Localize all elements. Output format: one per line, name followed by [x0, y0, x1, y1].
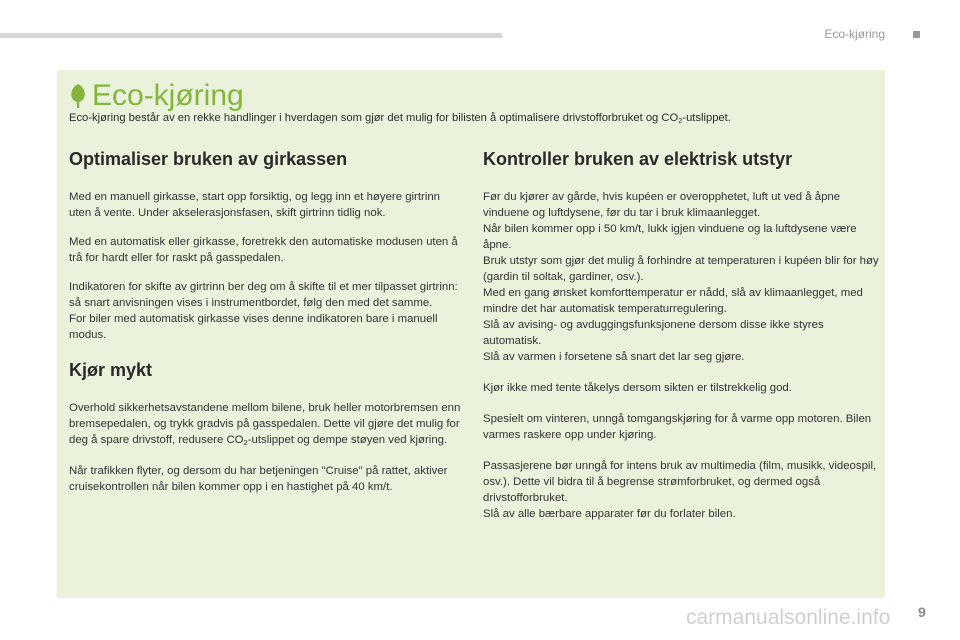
drive-smooth-paragraph-2: Når trafikken flyter, og dersom du har betjeningen "Cruise" på rattet, aktiver cruisekontrollen når bilen kommer opp i en hastighet på 40 km/t. — [69, 465, 448, 493]
section-heading-drive-smooth: Kjør mykt — [69, 360, 153, 380]
gearbox-paragraph-2: Med en automatisk eller girkasse, foretrekk den automatiske modusen uten å trå for hardt eller for raskt på gasspedalen. — [69, 236, 458, 264]
right-column — [483, 148, 879, 522]
intro-text: Eco-kjøring består av en rekke handlinger i hverdagen som gjør det mulig for bilisten å optimalisere drivstofforbruket og $CO_2$-utslippet. — [69, 112, 731, 125]
fog-lights-paragraph: Kjør ikke med tente tåkelys dersom sikten er tilstrekkelig god. — [483, 382, 792, 394]
electrical-line-1: Før du kjører av gårde, hvis kupéen er overopphetet, luft ut ved å åpne vinduene og luftdysene, før du tar i bruk klimaanlegget. — [483, 191, 841, 219]
gearbox-paragraph-3: Indikatoren for skifte av girtrinn ber deg om å skifte til et mer tilpasset girtrinn: så snart anvisningen vises i instrumentbordet, følg den med det samme. — [69, 281, 458, 309]
winter-idle-paragraph: Spesielt om vinteren, unngå tomgangskjøring for å varme opp motoren. Bilen varmes raskere opp under kjøring. — [483, 413, 872, 441]
electrical-line-4: Med en gang ønsket komforttemperatur er nådd, slå av klimaanlegget, med mindre det har automatisk temperaturregulering. — [483, 287, 863, 315]
electrical-line-5: Slå av avising- og avduggingsfunksjonene dersom disse ikke styres automatisk. — [483, 319, 824, 347]
portable-devices-paragraph: Slå av alle bærbare apparater før du forlater bilen. — [483, 508, 736, 520]
watermark: carmanualsonline.info — [686, 606, 891, 629]
running-header-title: Eco-kjøring — [824, 27, 885, 41]
multimedia-paragraph: Passasjerene bør unngå for intens bruk av multimedia (film, musikk, videospil, osv.). Dette vil bidra til å begrense strømforbruket, og dermed også drivstofforbruket. — [483, 460, 877, 504]
title-row — [69, 78, 244, 114]
gearbox-paragraph-1: Med en manuell girkasse, start opp forsiktig, og legg inn et høyere girtrinn uten å vente. Under akselerasjonsfasen, skift girtrinn tidlig nok. — [69, 191, 441, 219]
section-heading-electrical: Kontroller bruken av elektrisk utstyr — [483, 149, 793, 169]
leaf-icon — [69, 83, 87, 109]
eco-driving-panel — [57, 70, 885, 598]
left-column — [69, 148, 464, 495]
header-square-marker — [913, 31, 920, 38]
page-number: 9 — [918, 604, 926, 620]
electrical-line-6: Slå av varmen i forsetene så snart det lar seg gjøre. — [483, 351, 745, 363]
section-heading-gearbox: Optimaliser bruken av girkassen — [69, 149, 348, 169]
electrical-line-2: Når bilen kommer opp i 50 km/t, lukk igjen vinduene og la luftdysene være åpne. — [483, 223, 857, 251]
header-bar — [0, 33, 502, 38]
electrical-line-3: Bruk utstyr som gjør det mulig å forhindre at temperaturen i kupéen blir for høy (gardin til soltak, gardiner, osv.). — [483, 255, 879, 283]
drive-smooth-paragraph-1: Overhold sikkerhetsavstandene mellom bilene, bruk heller motorbremsen enn bremsepedalen, og trykk gradvis på gasspedalen. Dette vil gjøre det mulig for deg å spare drivstoff, redusere $CO_2$-utslippet og dempe støyen ved kjøring. — [69, 402, 461, 447]
page-title: Eco-kjøring — [92, 79, 244, 112]
gearbox-paragraph-4: For biler med automatisk girkasse vises denne indikatoren bare i manuell modus. — [69, 313, 438, 341]
